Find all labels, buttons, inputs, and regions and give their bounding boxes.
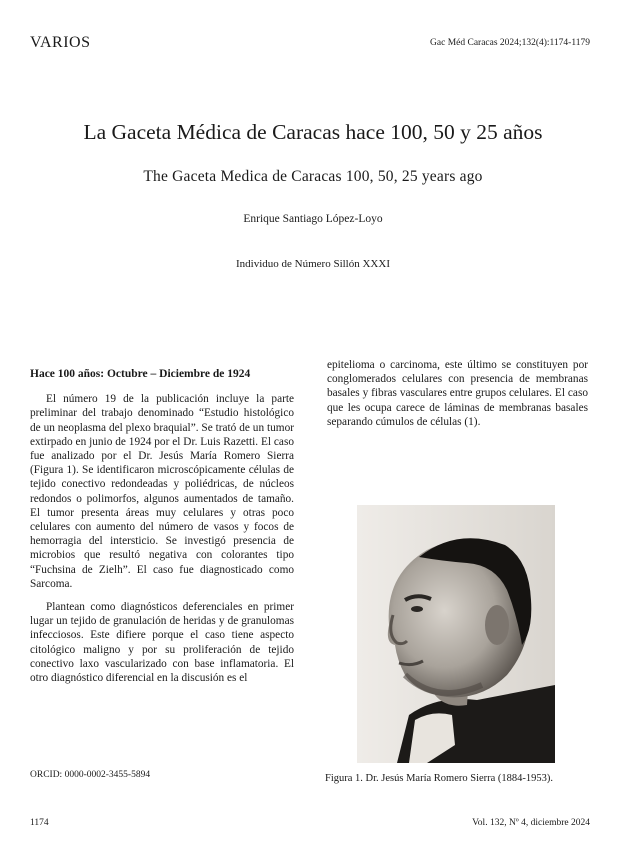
volume-info: Vol. 132, Nº 4, diciembre 2024 <box>472 818 590 828</box>
figure-caption: Figura 1. Dr. Jesús María Romero Sierra (1884-1953). <box>325 773 554 784</box>
page-number: 1174 <box>30 818 49 828</box>
journal-reference: Gac Méd Caracas 2024;132(4):1174-1179 <box>430 38 590 48</box>
section-heading: Hace 100 años: Octubre – Diciembre de 1924 <box>30 368 251 380</box>
right-column <box>327 358 588 429</box>
left-column <box>30 367 294 685</box>
article-subtitle: The Gaceta Medica de Caracas 100, 50, 25 years ago <box>143 168 483 185</box>
body-paragraph: epitelioma o carcinoma, este último se constituyen por conglomerados celulares con presencia de membranas basales y fibras vasculares entre grupos celulares. El caso que les ocupa carece de láminas de membranas basales separando cúmulos de células (1). <box>327 359 588 428</box>
portrait-photo <box>357 505 555 763</box>
author-affiliation: Individuo de Número Sillón XXXI <box>236 258 390 270</box>
section-label: VARIOS <box>30 34 91 51</box>
article-title: La Gaceta Médica de Caracas hace 100, 50 y 25 años <box>83 120 543 144</box>
author-name: Enrique Santiago López-Loyo <box>243 213 383 225</box>
orcid-id: ORCID: 0000-0002-3455-5894 <box>30 770 151 780</box>
body-paragraph: El número 19 de la publicación incluye la parte preliminar del trabajo denominado “Estudio histológico de un neoplasma del plexo braquial”. Se trató de un tumor extirpado en junio de 1924 por el Dr. Luis Razetti. El caso fue analizado por el Dr. Jesús María Romero Sierra (Figura 1). Se identificaron microscópicamente células de tejido conectivo redondeadas y poliédricas, de núcleos redondos o polimorfos, algunos aumentados de tamaño. El tumor presenta áreas muy celulares y otras poco celulares con aumento del número de vasos y focos de hemorragia del intersticio. Se investigó presencia de microbios que resultó negativa con colorantes tipo “Fuchsina de Zielh”. El caso fue diagnosticado como Sarcoma. <box>30 393 294 590</box>
body-paragraph: Plantean como diagnósticos deferenciales en primer lugar un tejido de granulación de heridas y de granulomas infecciosos. Este difiere porque el caso tiene aspecto citológico maligno y por su proliferación de tejido conectivo laxo vascularizado con base inflamatoria. El otro diagnóstico diferencial en la discusión es el <box>30 601 294 685</box>
